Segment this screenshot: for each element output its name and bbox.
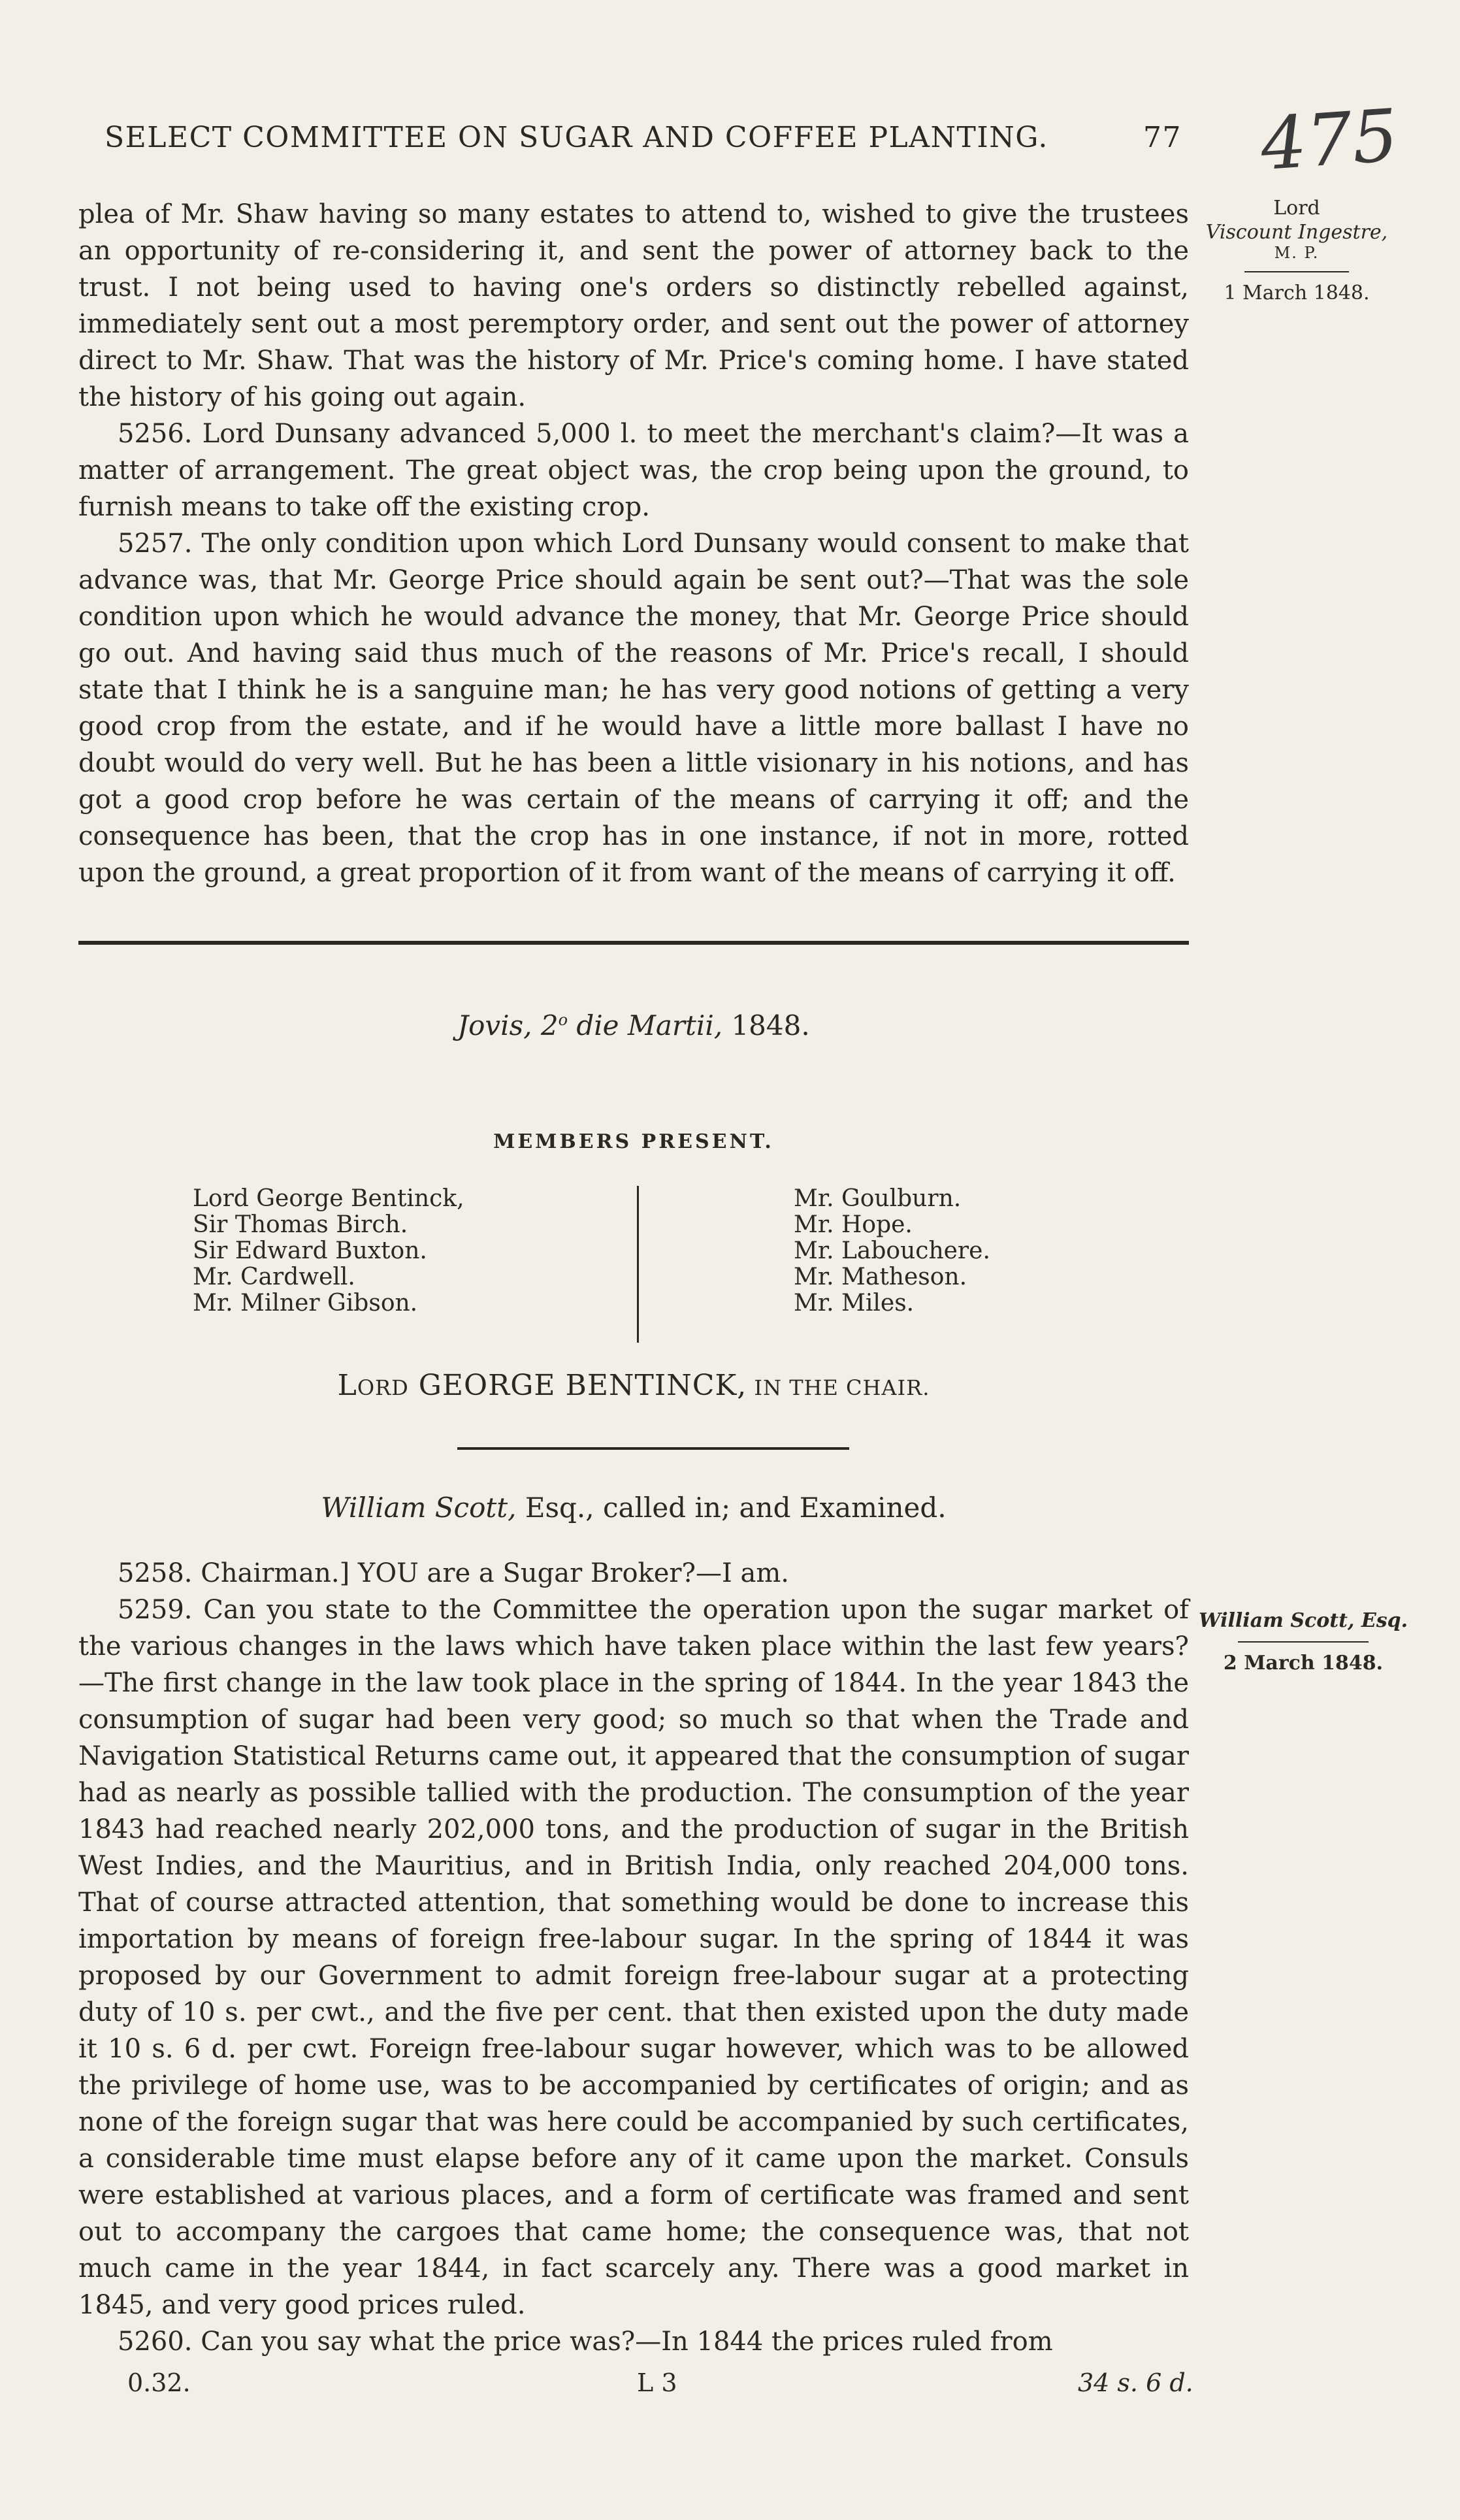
- members-present-heading: MEMBERS PRESENT.: [493, 1130, 774, 1153]
- date-year: 1848.: [722, 1009, 810, 1041]
- witness-heading: [0, 1492, 1267, 1524]
- members-column-right: [794, 1186, 990, 1317]
- member-name: Lord George Bentinck,: [193, 1185, 464, 1212]
- chair-cap: L: [337, 1369, 357, 1402]
- witness-rest: Esq., called in; and Examined.: [516, 1492, 947, 1524]
- date-latin: die Martii,: [568, 1009, 723, 1041]
- session-date-heading: [0, 1009, 1267, 1041]
- margin-note-witness-scott: [1195, 1609, 1411, 1675]
- page-number: 77: [1143, 121, 1182, 154]
- chair-name: GEORGE BENTINCK,: [408, 1369, 747, 1402]
- paragraph: 5256. Lord Dunsany advanced 5,000 l. to meet the merchant's claim?—It was a matter of arrangement. The great object was, the crop being upon the ground, to furnish means to take off the existing crop.: [78, 419, 1189, 522]
- member-name: Sir Edward Buxton.: [193, 1237, 427, 1264]
- paragraph: plea of Mr. Shaw having so many estates to attend to, wished to give the trustees an opportunity of re-considering it, and sent the power of attorney back to the trust. I not being used to having one's orders so distinctly rebelled against, immediately sent out a most peremptory order, and sent out the power of attorney direct to Mr. Shaw. That was the history of Mr. Price's coming home. I have stated the history of his going out again.: [78, 199, 1189, 412]
- paragraph: 5260. Can you say what the price was?—In 1844 the prices ruled from: [118, 2327, 1053, 2357]
- footer-signature: L 3: [637, 2368, 677, 2397]
- margin-mp: M. P.: [1274, 244, 1320, 262]
- member-name: Mr. Matheson.: [794, 1264, 967, 1290]
- margin-title: Viscount Ingestre,: [1205, 221, 1388, 244]
- member-name: Mr. Goulburn.: [794, 1185, 962, 1212]
- testimony-block-bottom: [78, 1555, 1189, 2360]
- margin-date: 1 March 1848.: [1224, 282, 1370, 304]
- date-superscript: o: [558, 1011, 568, 1029]
- paragraph: 5258. Chairman.] YOU are a Sugar Broker?—I am.: [118, 1558, 790, 1588]
- footer-catchword: 34 s. 6 d.: [1078, 2368, 1193, 2397]
- members-divider: [637, 1186, 639, 1343]
- paragraph: 5257. The only condition upon which Lord Dunsany would consent to make that advance was, that Mr. George Price should again be sent out?—That was the sole condition upon which he would advance the money, that Mr. George Price should go out. And having said thus much of the reasons of Mr. Price's recall, I should state that I think he is a sanguine man; he has very good notions of getting a very good crop from the estate, and if he would have a little more ballast I have no doubt would do very well. But he has been a little visionary in his notions, and has got a good crop before he was certain of the means of carrying it off; and the consequence has been, that the crop has in one instance, if not in more, rotted upon the ground, a great proportion of it from want of the means of carrying it off.: [78, 529, 1189, 888]
- running-header: [105, 121, 1189, 154]
- chair-suffix: IN THE CHAIR.: [747, 1375, 930, 1400]
- margin-rule: [1238, 1641, 1369, 1643]
- margin-name: William Scott, Esq.: [1198, 1609, 1408, 1632]
- handwritten-folio-number: 475: [1257, 93, 1401, 187]
- chair-heading: [0, 1369, 1267, 1402]
- margin-rule: [1244, 271, 1349, 272]
- member-name: Mr. Cardwell.: [193, 1264, 355, 1290]
- witness-name: William Scott,: [321, 1492, 517, 1524]
- member-name: Mr. Labouchere.: [794, 1237, 990, 1264]
- section-divider: [78, 941, 1189, 945]
- paragraph: 5259. Can you state to the Committee the operation upon the sugar market of the various changes in the laws which have taken place within the last few years?—The first change in the law took place in the spring of 1844. In the year 1843 the consumption of sugar had been very good; so much so that when the Trade and Navigation Statistical Returns came out, it appeared that the consumption of sugar had as nearly as possible tallied with the production. The consumption of the year 1843 had reached nearly 202,000 tons, and the production of sugar in the British West Indies, and the Mauritius, and in British India, only reached 204,000 tons. That of course attracted attention, that something would be done to increase this importation by means of foreign free-labour sugar. In the spring of 1844 it was proposed by our Government to admit foreign free-labour sugar at a protecting duty of 10 s. per cwt., and the five per cent. that then existed upon the duty made it 10 s. 6 d. per cwt. Foreign free-labour sugar however, which was to be allowed the privilege of home use, was to be accompanied by certificates of origin; and as none of the foreign sugar that was here could be accompanied by such certificates, a considerable time must elapse before any of it came upon the market. Consuls were established at various places, and a form of certificate was framed and sent out to accompany the cargoes that came home; the consequence was, that not much came in the year 1844, in fact scarcely any. There was a good market in 1845, and very good prices ruled.: [78, 1595, 1189, 2320]
- short-divider: [457, 1447, 849, 1450]
- member-name: Sir Thomas Birch.: [193, 1211, 408, 1238]
- margin-note-witness-ingestre: [1195, 196, 1398, 304]
- margin-name: Lord: [1273, 197, 1320, 220]
- members-column-left: [193, 1186, 464, 1317]
- members-list: [193, 1186, 1042, 1343]
- chair-small-caps: ORD: [357, 1375, 409, 1400]
- footer-sheet-number: 0.32.: [127, 2368, 191, 2397]
- member-name: Mr. Milner Gibson.: [193, 1290, 418, 1317]
- member-name: Mr. Miles.: [794, 1290, 915, 1317]
- testimony-block-top: [78, 196, 1189, 891]
- header-title: SELECT COMMITTEE ON SUGAR AND COFFEE PLANTING.: [105, 121, 1048, 154]
- margin-date: 2 March 1848.: [1223, 1652, 1384, 1675]
- date-prefix: Jovis, 2: [457, 1009, 559, 1041]
- member-name: Mr. Hope.: [794, 1211, 913, 1238]
